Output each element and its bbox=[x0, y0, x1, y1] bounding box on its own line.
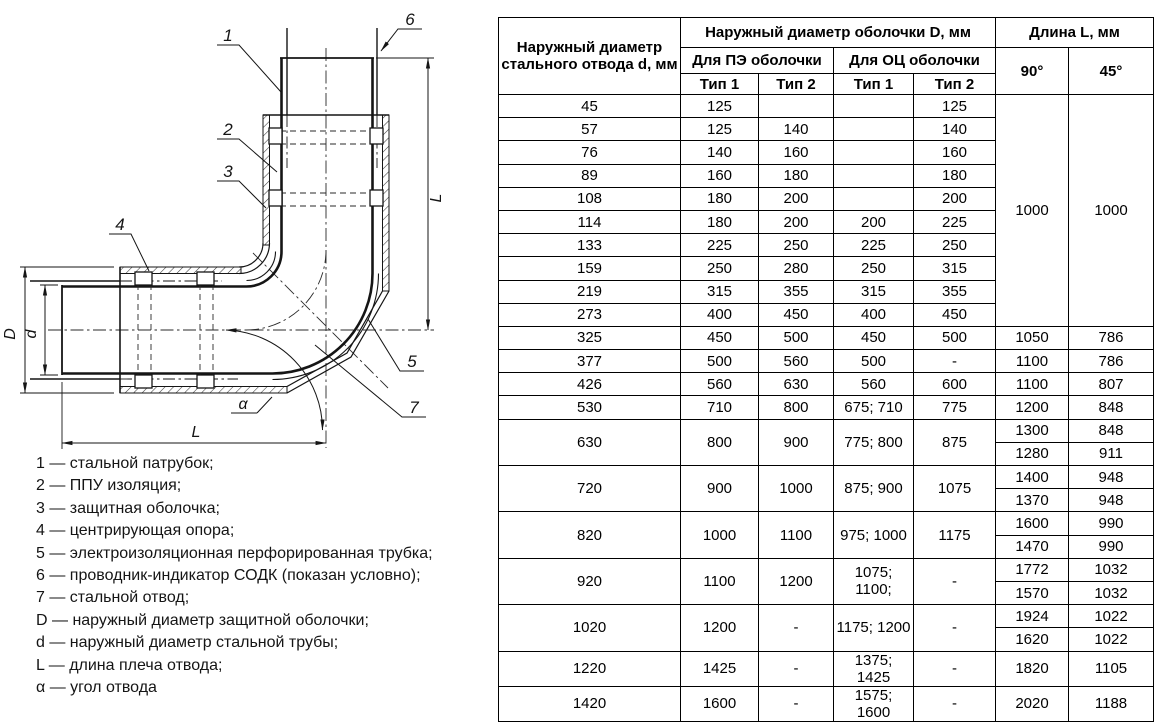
steel-pipe bbox=[62, 58, 374, 375]
table-cell: - bbox=[914, 350, 996, 373]
table-cell: 450 bbox=[914, 303, 996, 326]
legend-item: 3 — защитная оболочка; bbox=[36, 499, 220, 517]
table-cell: 125 bbox=[681, 118, 759, 141]
table-row bbox=[499, 605, 1154, 628]
table-cell: 1924 bbox=[996, 605, 1069, 628]
table-cell: 1100 bbox=[996, 350, 1069, 373]
dim-label-D: D bbox=[2, 328, 19, 340]
table-cell: 675; 710 bbox=[834, 396, 914, 419]
table-cell: 920 bbox=[499, 558, 681, 604]
table-cell: 1400 bbox=[996, 466, 1069, 489]
legend-item: 5 — электроизоляционная перфорированная трубка; bbox=[36, 544, 433, 562]
table-cell: 1420 bbox=[499, 686, 681, 721]
table-cell: 848 bbox=[1069, 396, 1154, 419]
table-cell: 1620 bbox=[996, 628, 1069, 651]
table-cell: 1470 bbox=[996, 535, 1069, 558]
header-steel-diameter: Наружный диаметр стального отвода d, мм bbox=[499, 18, 681, 95]
table-cell: 500 bbox=[759, 326, 834, 349]
table-cell: 180 bbox=[681, 187, 759, 210]
table-cell: 530 bbox=[499, 396, 681, 419]
table-cell: 250 bbox=[834, 257, 914, 280]
table-row bbox=[499, 396, 1154, 419]
dimensions-table bbox=[498, 17, 1154, 722]
table-cell: 160 bbox=[759, 141, 834, 164]
table-cell: 1100 bbox=[681, 558, 759, 604]
table-cell: 848 bbox=[1069, 419, 1154, 442]
header-casing-diameter-group: Наружный диаметр оболочки D, мм bbox=[681, 18, 996, 48]
table-cell: 1175; 1200 bbox=[834, 605, 914, 651]
dim-label-d: d bbox=[23, 329, 40, 339]
table-cell: 560 bbox=[834, 373, 914, 396]
table-cell: 1200 bbox=[996, 396, 1069, 419]
table-cell: 133 bbox=[499, 234, 681, 257]
callout-7: 7 bbox=[409, 398, 419, 417]
table-cell: 1600 bbox=[681, 686, 759, 721]
table-cell bbox=[759, 95, 834, 118]
table-cell: 1375; 1425 bbox=[834, 651, 914, 686]
table-cell: 2020 bbox=[996, 686, 1069, 721]
table-cell: 180 bbox=[914, 164, 996, 187]
table-cell: 786 bbox=[1069, 326, 1154, 349]
table-cell: 820 bbox=[499, 512, 681, 558]
table-cell: 355 bbox=[759, 280, 834, 303]
table-cell: 250 bbox=[759, 234, 834, 257]
table-cell: 1188 bbox=[1069, 686, 1154, 721]
legend-item: 6 — проводник-индикатор СОДК (показан условно); bbox=[36, 566, 421, 584]
table-cell: 1200 bbox=[759, 558, 834, 604]
table-cell: - bbox=[759, 605, 834, 651]
table-cell: 426 bbox=[499, 373, 681, 396]
table-cell: 200 bbox=[759, 187, 834, 210]
table-cell: 1000 bbox=[681, 512, 759, 558]
table-cell: 125 bbox=[914, 95, 996, 118]
table-cell: 1050 bbox=[996, 326, 1069, 349]
table-cell: 200 bbox=[914, 187, 996, 210]
table-cell: 775; 800 bbox=[834, 419, 914, 465]
table-cell bbox=[834, 164, 914, 187]
table-cell: 720 bbox=[499, 466, 681, 512]
table-cell bbox=[834, 118, 914, 141]
table-cell: 1032 bbox=[1069, 581, 1154, 604]
table-cell: 948 bbox=[1069, 466, 1154, 489]
table-cell: 315 bbox=[681, 280, 759, 303]
table-cell: 76 bbox=[499, 141, 681, 164]
table-cell: 911 bbox=[1069, 442, 1154, 465]
table-cell: 875 bbox=[914, 419, 996, 465]
table-cell: 1175 bbox=[914, 512, 996, 558]
table-row bbox=[499, 651, 1154, 686]
legend-item: α — угол отвода bbox=[36, 678, 157, 696]
dim-label-alpha: α bbox=[238, 396, 248, 413]
table-cell: 500 bbox=[914, 326, 996, 349]
table-cell: - bbox=[759, 651, 834, 686]
table-cell: 108 bbox=[499, 187, 681, 210]
table-cell: 1600 bbox=[996, 512, 1069, 535]
table-cell: 450 bbox=[834, 326, 914, 349]
table-row bbox=[499, 419, 1154, 442]
table-cell: 1075 bbox=[914, 466, 996, 512]
table-cell: 1570 bbox=[996, 581, 1069, 604]
table-cell: 160 bbox=[914, 141, 996, 164]
table-cell: 990 bbox=[1069, 535, 1154, 558]
table-cell: 786 bbox=[1069, 350, 1154, 373]
table-cell: 355 bbox=[914, 280, 996, 303]
table-cell: 1300 bbox=[996, 419, 1069, 442]
table-row bbox=[499, 95, 1154, 118]
table-row bbox=[499, 466, 1154, 489]
table-cell: 1280 bbox=[996, 442, 1069, 465]
callout-4: 4 bbox=[115, 215, 125, 234]
header-pe-type1: Тип 1 bbox=[681, 74, 759, 95]
table-cell: 500 bbox=[681, 350, 759, 373]
table-cell: 1022 bbox=[1069, 628, 1154, 651]
table-cell: 1370 bbox=[996, 489, 1069, 512]
table-cell: 630 bbox=[499, 419, 681, 465]
table-cell: 1032 bbox=[1069, 558, 1154, 581]
table-cell: 325 bbox=[499, 326, 681, 349]
legend-item: d — наружный диаметр стальной трубы; bbox=[36, 634, 339, 652]
table-cell: - bbox=[914, 605, 996, 651]
table-cell: 1100 bbox=[996, 373, 1069, 396]
dim-label-L-vertical: L bbox=[428, 193, 445, 203]
table-cell: 1020 bbox=[499, 605, 681, 651]
table-cell: 200 bbox=[759, 210, 834, 233]
centering-supports bbox=[135, 128, 383, 388]
table-cell: - bbox=[914, 558, 996, 604]
table-cell: 250 bbox=[681, 257, 759, 280]
callout-2: 2 bbox=[223, 120, 233, 139]
table-cell: 775 bbox=[914, 396, 996, 419]
technical-drawing bbox=[0, 0, 500, 460]
table-body bbox=[499, 95, 1154, 722]
table-cell: 710 bbox=[681, 396, 759, 419]
table-cell: 975; 1000 bbox=[834, 512, 914, 558]
table-cell: 630 bbox=[759, 373, 834, 396]
table-cell bbox=[834, 141, 914, 164]
legend-item: 2 — ППУ изоляция; bbox=[36, 477, 182, 495]
table-cell: 273 bbox=[499, 303, 681, 326]
table-cell: 1105 bbox=[1069, 651, 1154, 686]
table-cell: 990 bbox=[1069, 512, 1154, 535]
table-row bbox=[499, 350, 1154, 373]
table-cell: 200 bbox=[834, 210, 914, 233]
table-cell: 1100 bbox=[759, 512, 834, 558]
table-cell: 140 bbox=[681, 141, 759, 164]
table-row bbox=[499, 558, 1154, 581]
table-cell: - bbox=[914, 651, 996, 686]
table-cell: - bbox=[914, 686, 996, 721]
table-cell: 180 bbox=[681, 210, 759, 233]
table-cell: 57 bbox=[499, 118, 681, 141]
table-cell: 900 bbox=[759, 419, 834, 465]
dim-label-L-horizontal: L bbox=[191, 424, 201, 441]
legend bbox=[36, 453, 433, 699]
legend-item: L — длина плеча отвода; bbox=[36, 656, 223, 674]
table-cell: 800 bbox=[681, 419, 759, 465]
header-oc-type1: Тип 1 bbox=[834, 74, 914, 95]
table-cell: 948 bbox=[1069, 489, 1154, 512]
table-cell: 225 bbox=[681, 234, 759, 257]
table-cell: 225 bbox=[914, 210, 996, 233]
table-cell: 225 bbox=[834, 234, 914, 257]
table-cell: 1772 bbox=[996, 558, 1069, 581]
hidden-edges bbox=[138, 131, 382, 386]
table-cell: 250 bbox=[914, 234, 996, 257]
legend-item: 1 — стальной патрубок; bbox=[36, 455, 214, 472]
table-row bbox=[499, 326, 1154, 349]
table-cell: 1220 bbox=[499, 651, 681, 686]
header-pe-casing: Для ПЭ оболочки bbox=[681, 48, 834, 74]
table-cell: 280 bbox=[759, 257, 834, 280]
legend-item: 4 — центрирующая опора; bbox=[36, 522, 235, 540]
table-cell: 159 bbox=[499, 257, 681, 280]
table-cell: - bbox=[759, 686, 834, 721]
indicator-wires bbox=[30, 28, 377, 379]
header-oc-type2: Тип 2 bbox=[914, 74, 996, 95]
table-cell: 180 bbox=[759, 164, 834, 187]
table-cell: 1075; 1100; bbox=[834, 558, 914, 604]
table-cell: 114 bbox=[499, 210, 681, 233]
header-pe-type2: Тип 2 bbox=[759, 74, 834, 95]
table-cell: 900 bbox=[681, 466, 759, 512]
table-cell: 89 bbox=[499, 164, 681, 187]
table-cell: 315 bbox=[914, 257, 996, 280]
table-cell: 140 bbox=[759, 118, 834, 141]
table-cell: 219 bbox=[499, 280, 681, 303]
header-length-group: Длина L, мм bbox=[996, 18, 1154, 48]
header-row-1 bbox=[499, 18, 1154, 48]
table-cell: 500 bbox=[834, 350, 914, 373]
table-cell: 125 bbox=[681, 95, 759, 118]
table-cell bbox=[834, 187, 914, 210]
header-oc-casing: Для ОЦ оболочки bbox=[834, 48, 996, 74]
table-cell: 560 bbox=[759, 350, 834, 373]
header-45deg: 45° bbox=[1069, 48, 1154, 95]
table-cell: 800 bbox=[759, 396, 834, 419]
table-cell: 400 bbox=[681, 303, 759, 326]
steel-elbow-bend bbox=[247, 252, 373, 374]
table-cell: 400 bbox=[834, 303, 914, 326]
table-cell: 450 bbox=[681, 326, 759, 349]
table-cell: 1000 bbox=[759, 466, 834, 512]
insulating-tube bbox=[247, 252, 379, 380]
table-cell: 1022 bbox=[1069, 605, 1154, 628]
legend-item: D — наружный диаметр защитной оболочки; bbox=[36, 611, 369, 629]
header-90deg: 90° bbox=[996, 48, 1069, 95]
callout-3: 3 bbox=[223, 162, 233, 181]
table-cell: 875; 900 bbox=[834, 466, 914, 512]
table-cell: 377 bbox=[499, 350, 681, 373]
table-row bbox=[499, 512, 1154, 535]
table-cell: 1820 bbox=[996, 651, 1069, 686]
callout-5: 5 bbox=[407, 352, 417, 371]
table-row bbox=[499, 373, 1154, 396]
table-cell: 315 bbox=[834, 280, 914, 303]
table-cell: 1575; 1600 bbox=[834, 686, 914, 721]
table-cell: 450 bbox=[759, 303, 834, 326]
callout-6: 6 bbox=[405, 10, 415, 29]
table-cell: 600 bbox=[914, 373, 996, 396]
table-cell: 807 bbox=[1069, 373, 1154, 396]
legend-item: 7 — стальной отвод; bbox=[36, 589, 190, 607]
table-cell: 140 bbox=[914, 118, 996, 141]
dimensions-table-wrap bbox=[498, 17, 1154, 722]
table-cell: 1200 bbox=[681, 605, 759, 651]
table-cell: 160 bbox=[681, 164, 759, 187]
callout-1: 1 bbox=[223, 26, 233, 45]
table-cell: 560 bbox=[681, 373, 759, 396]
table-cell bbox=[834, 95, 914, 118]
table-cell: 1425 bbox=[681, 651, 759, 686]
table-row bbox=[499, 686, 1154, 721]
table-cell: 1000 bbox=[996, 95, 1069, 327]
table-cell: 45 bbox=[499, 95, 681, 118]
table-cell: 1000 bbox=[1069, 95, 1154, 327]
